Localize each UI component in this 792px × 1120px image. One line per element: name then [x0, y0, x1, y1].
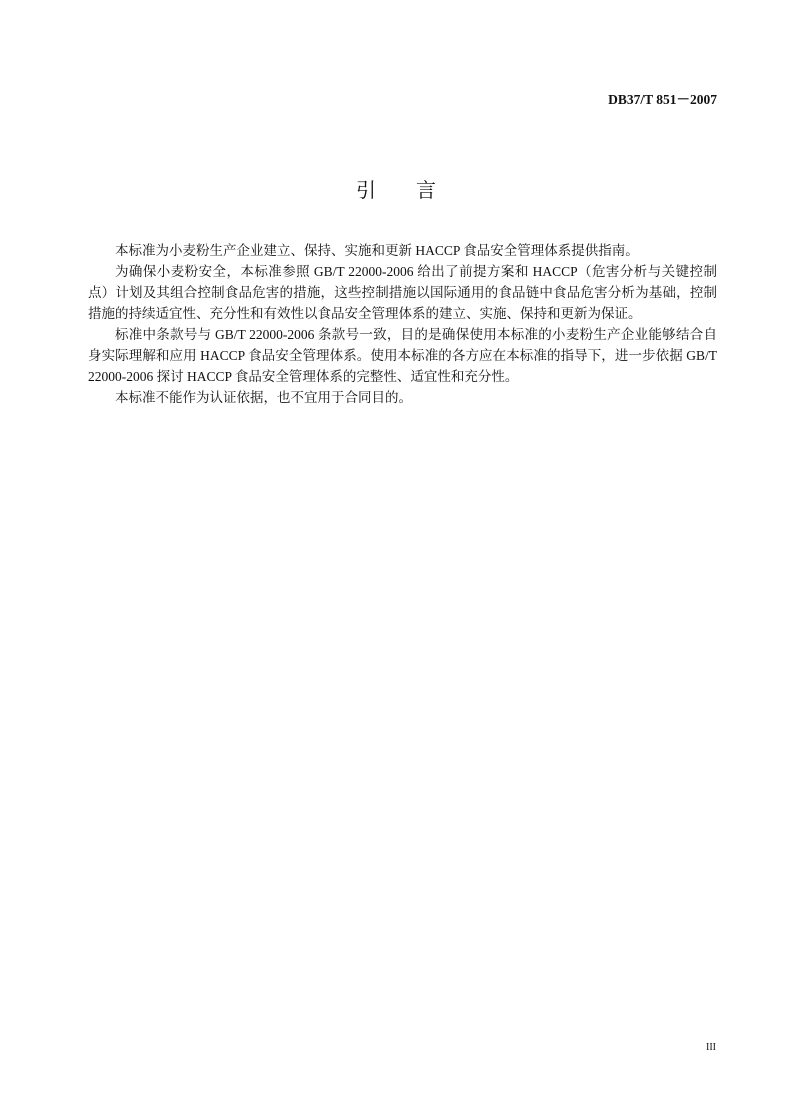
paragraph-1: 本标准为小麦粉生产企业建立、保持、实施和更新 HACCP 食品安全管理体系提供指南。 [115, 243, 639, 258]
document-code-header: DB37/T 851－2007 [608, 92, 717, 107]
paragraph-2: 为确保小麦粉安全，本标准参照 GB/T 22000-2006 给出了前提方案和 HACCP（危害分析与关键控制点）计划及其组合控制食品危害的措施，这些控制措施以国际通用的食品链中食品危害分析为基础，控制措施的持续适宜性、充分性和有效性以食品安全管理体系的建立、实施、保持和更新为保证。 [88, 264, 717, 321]
introduction-body [88, 240, 717, 408]
page-number: III [706, 1042, 716, 1053]
paragraph-3: 标准中条款号与 GB/T 22000-2006 条款号一致，目的是确保使用本标准的小麦粉生产企业能够结合自身实际理解和应用 HACCP 食品安全管理体系。使用本标准的各方应在本标准的指导下，进一步依据 GB/T 22000-2006 探讨 HACCP 食品安全管理体系的完整性、适宜性和充分性。 [88, 327, 717, 384]
paragraph-4: 本标准不能作为认证依据，也不宜用于合同目的。 [115, 390, 412, 405]
section-title: 引 言 [356, 178, 436, 202]
